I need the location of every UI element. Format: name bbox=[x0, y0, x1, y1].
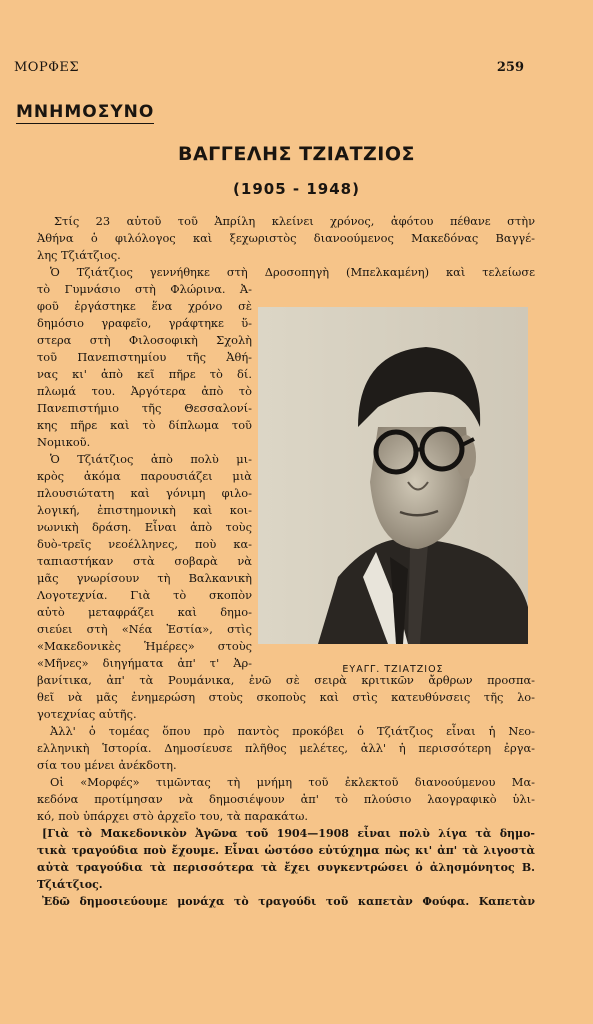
portrait-photo bbox=[258, 307, 528, 644]
text-line: στερα στὴ Φιλοσοφικὴ Σχολὴ bbox=[37, 333, 252, 347]
text-line: σία του μένει ἀνέκδοτη. bbox=[37, 758, 177, 772]
text-line: Στίς 23 αὐτοῦ τοῦ Ἀπρίλη κλείνει χρόνος, ἀφότου πέθανε στὴν bbox=[54, 214, 535, 228]
text-line: κό, ποὺ ὑπάρχει στὸ ἀρχεῖο του, τὰ παρακάτω. bbox=[37, 809, 309, 823]
text-line: ελληνικὴ Ἱστορία. Δημοσίευσε πλῆθος μελέτες, ἀλλ' ἡ περισσότερη ἐργα- bbox=[37, 741, 535, 755]
text-line: φοῦ ἐργάστηκε ἕνα χρόνο σὲ bbox=[37, 299, 252, 313]
text-line: αὐτὸ μεταφράζει καὶ δημο- bbox=[37, 605, 252, 619]
text-line: Τζιάτζιος. bbox=[37, 878, 103, 891]
text-line: τοῦ Πανεπιστημίου τῆς Ἀθή- bbox=[37, 350, 252, 364]
text-line: Οἱ «Μορφές» τιμῶντας τὴ μνήμη τοῦ ἐκλεκτοῦ διανοούμενου Μα- bbox=[50, 775, 535, 789]
text-line: κρὸς ἀκόμα παρουσιάζει μιὰ bbox=[37, 469, 252, 483]
text-line: κης πῆρε καὶ τὸ δίπλωμα τοῦ bbox=[37, 418, 252, 432]
text-line: κεδόνα προτίμησαν νὰ δημοσιέψουν ἀπ' τὸ πλούσιο λαογραφικὸ ὑλι- bbox=[37, 792, 535, 806]
text-line: Νομικοῦ. bbox=[37, 435, 91, 449]
text-line: μᾶς γνωρίσουν τὴ Βαλκανικὴ bbox=[37, 571, 252, 585]
text-line: αὐτὰ τραγούδια τὰ περισσότερα τὰ ἔχει συγκεντρώσει ὁ ἀλησμόνητος Β. bbox=[37, 861, 535, 874]
text-line: Λογοτεχνία. Γιὰ τὸ σκοπὸν bbox=[37, 588, 252, 602]
text-line: δημόσιο γραφεῖο, γράφτηκε ὕ- bbox=[37, 316, 252, 330]
page-number: 259 bbox=[496, 60, 524, 75]
article-title: ΒΑΓΓΕΛΗΣ ΤΖΙΑΤΖΙΟΣ bbox=[177, 143, 416, 165]
text-line: Ἀθήνα ὁ φιλόλογος καὶ ξεχωριστὸς διανοούμενος Μακεδόνας Βαγγέ- bbox=[37, 231, 535, 245]
text-line: τὸ Γυμνάσιο στὴ Φλώρινα. Ἀ- bbox=[37, 282, 252, 296]
running-head bbox=[14, 60, 524, 78]
text-line: τικὰ τραγούδια ποὺ ἔχουμε. Εἶναι ὡστόσο εὐτύχημα πὼς κι' ἀπ' τὰ λιγοστὰ bbox=[37, 844, 535, 857]
text-line: δυὸ-τρεῖς νεοέλληνες, ποὺ κα- bbox=[37, 537, 252, 551]
photo-caption: ΕΥΑΓΓ. ΤΖΙΑΤΖΙΟΣ bbox=[342, 664, 444, 675]
text-line: Ἐδῶ δημοσιεύουμε μονάχα τὸ τραγούδι τοῦ καπετὰν Φούφα. Καπετὰν bbox=[42, 895, 535, 908]
text-line: βανίτικα, ἀπ' τὰ Ρουμάνικα, ἐνῶ σὲ σειρὰ κριτικῶν ἄρθρων προσπα- bbox=[37, 673, 535, 687]
text-line: «Μακεδονικὲς Ἡμέρες» στοὺς bbox=[37, 639, 252, 653]
portrait-image bbox=[258, 307, 528, 644]
journal-name: ΜΟΡΦΕΣ bbox=[14, 60, 80, 75]
text-line: πλουσιώτατη καὶ γόνιμη φιλο- bbox=[37, 486, 252, 500]
text-line: [Γιὰ τὸ Μακεδονικὸν Ἀγῶνα τοῦ 1904—1908 εἶναι πολὺ λίγα τὰ δημο- bbox=[42, 827, 535, 840]
text-line: Ὁ Τζιάτζιος ἀπὸ πολὺ μι- bbox=[50, 452, 252, 466]
text-line: σιεύει στὴ «Νέα Ἑστία», στὶς bbox=[37, 622, 252, 636]
life-dates: (1905 - 1948) bbox=[233, 180, 360, 198]
text-line: νωνικὴ δράση. Εἶναι ἀπὸ τοὺς bbox=[37, 520, 252, 534]
text-line: Ἀλλ' ὁ τομέας ὅπου πρὸ παντὸς προκόβει ὁ Τζιάτζιος εἶναι ἡ Νεο- bbox=[50, 724, 535, 738]
text-line: Πανεπιστήμιο τῆς Θεσσαλονί- bbox=[37, 401, 252, 415]
section-heading: ΜΝΗΜΟΣΥΝΟ bbox=[16, 102, 155, 122]
text-line: λης Τζιάτζιος. bbox=[37, 248, 121, 262]
text-line: πλωμά του. Ἀργότερα ἀπὸ τὸ bbox=[37, 384, 252, 398]
text-line: νας κι' ἀπὸ κεῖ πῆρε τὸ δί. bbox=[37, 367, 252, 381]
text-line: «Μῆνες» διηγήματα ἀπ' τ' Ἀρ- bbox=[37, 656, 252, 670]
text-line: Ὁ Τζιάτζιος γεννήθηκε στὴ Δροσοπηγὴ (Μπελκαμένη) καὶ τελείωσε bbox=[50, 265, 535, 279]
text-line: θεῖ νὰ μᾶς ἐνημερώση στοὺς σκοποὺς καὶ στὶς κατευθύνσεις τῆς λο- bbox=[37, 690, 535, 704]
text-line: λογική, ἐπιστημονικὴ καὶ κοι- bbox=[37, 503, 252, 517]
text-line: γοτεχνίας αὐτῆς. bbox=[37, 707, 137, 721]
text-line: ταπιαστήκαν στὰ σοβαρὰ νὰ bbox=[37, 554, 252, 568]
